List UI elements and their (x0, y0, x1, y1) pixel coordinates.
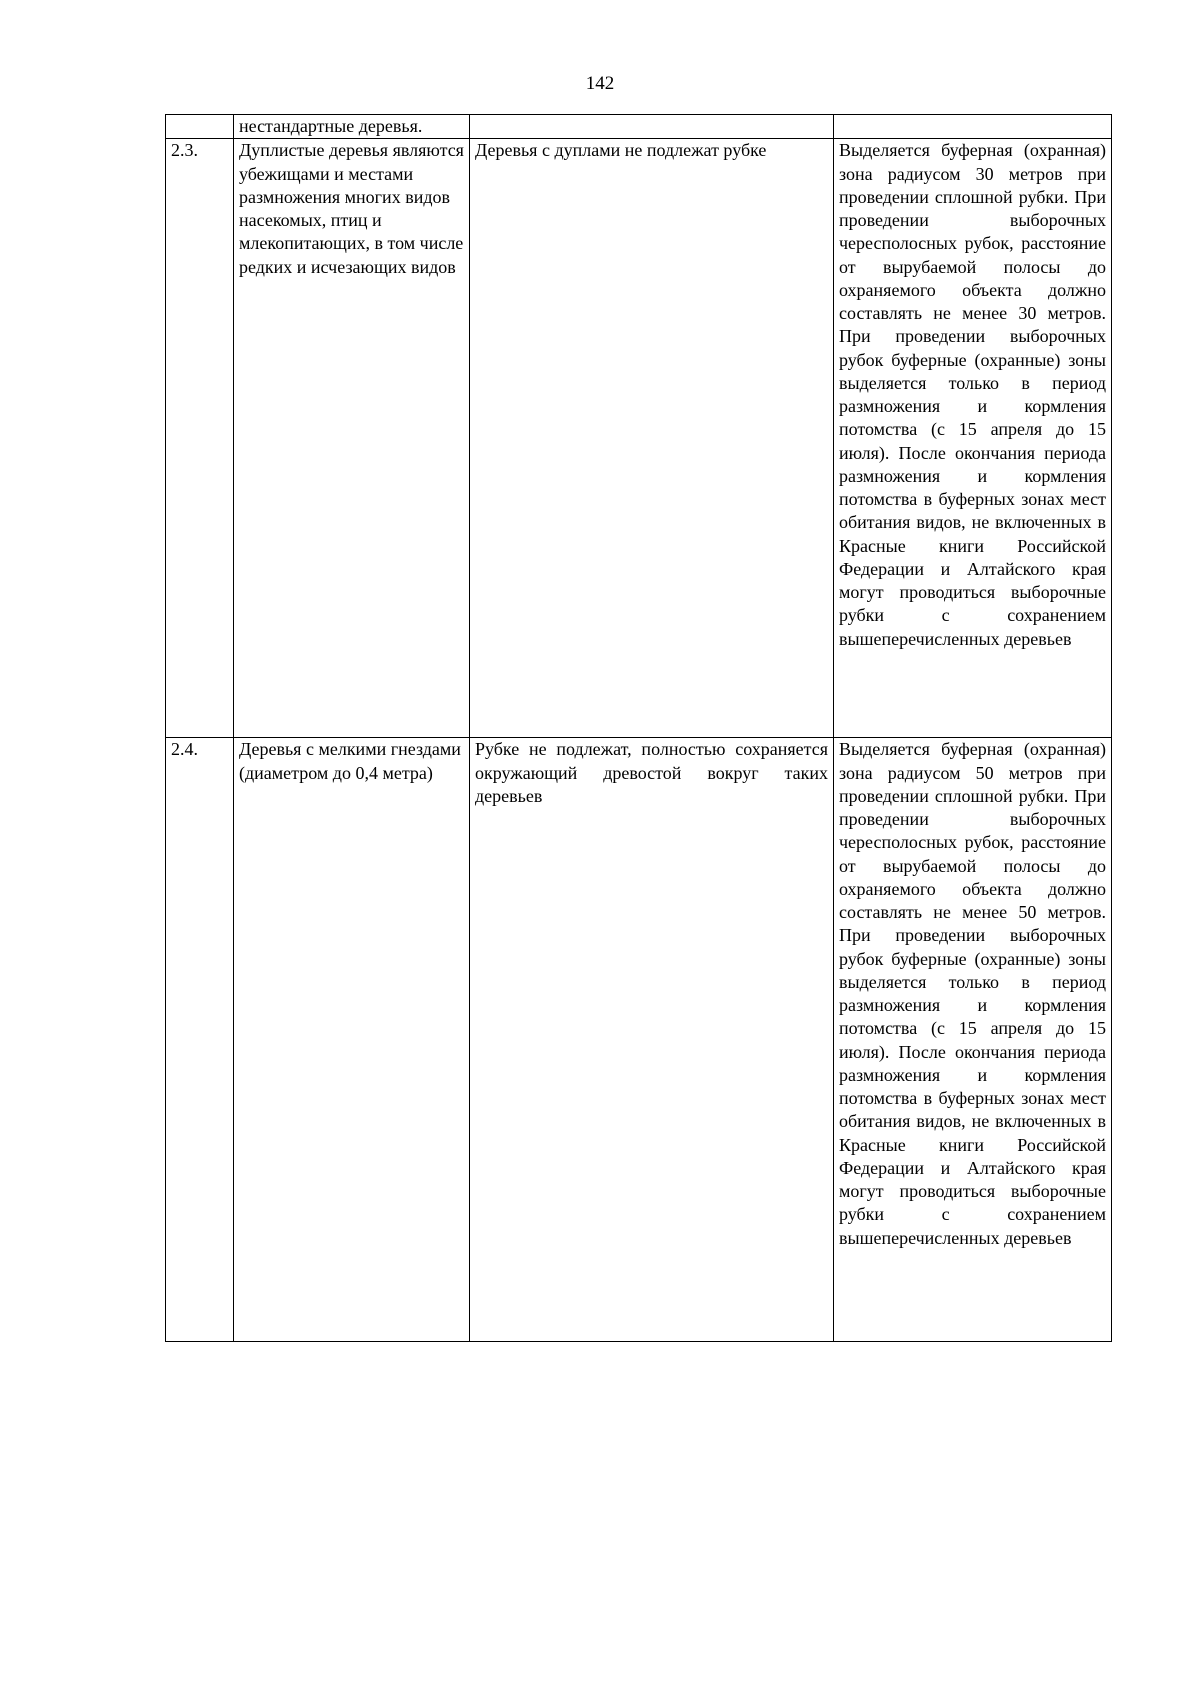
row-number-cell: 2.3. (166, 139, 234, 738)
measure-cell: Деревья с дуплами не подлежат рубке (470, 139, 834, 738)
object-cell: Деревья с мелкими гнездами (диаметром до 0,4 метра) (234, 738, 470, 1342)
measure-cell (470, 115, 834, 139)
table-row (166, 115, 1112, 139)
object-cell: нестандартные деревья. (234, 115, 470, 139)
content-table (165, 114, 1112, 1342)
page-number: 142 (585, 73, 615, 94)
row-number-cell (166, 115, 234, 139)
measure-cell: Рубке не подлежат, полностью сохраняется окружающий древостой вокруг таких деревьев (470, 738, 834, 1342)
table-row (166, 139, 1112, 738)
buffer-zone-cell: Выделяется буферная (охранная) зона радиусом 30 метров при проведении сплошной рубки. При проведении выборочных чересполосных рубок, расстояние от вырубаемой полосы до охраняемого объекта должно составлять не менее 30 метров. При проведении выборочных рубок буферные (охранные) зоны выделяется только в период размножения и кормления потомства (с 15 апреля до 15 июля). После окончания периода размножения и кормления потомства в буферных зонах мест обитания видов, не включенных в Красные книги Российской Федерации и Алтайского края могут проводиться выборочные рубки с сохранением вышеперечисленных деревьев (834, 139, 1112, 738)
object-cell: Дуплистые деревья являются убежищами и местами размножения многих видов насекомых, птиц и млекопитающих, в том числе редких и исчезающих видов (234, 139, 470, 738)
row-number-cell: 2.4. (166, 738, 234, 1342)
table-row (166, 738, 1112, 1342)
buffer-zone-cell: Выделяется буферная (охранная) зона радиусом 50 метров при проведении сплошной рубки. При проведении выборочных чересполосных рубок, расстояние от вырубаемой полосы до охраняемого объекта должно составлять не менее 50 метров. При проведении выборочных рубок буферные (охранные) зоны выделяется только в период размножения и кормления потомства (с 15 апреля до 15 июля). После окончания периода размножения и кормления потомства в буферных зонах мест обитания видов, не включенных в Красные книги Российской Федерации и Алтайского края могут проводиться выборочные рубки с сохранением вышеперечисленных деревьев (834, 738, 1112, 1342)
buffer-zone-cell (834, 115, 1112, 139)
